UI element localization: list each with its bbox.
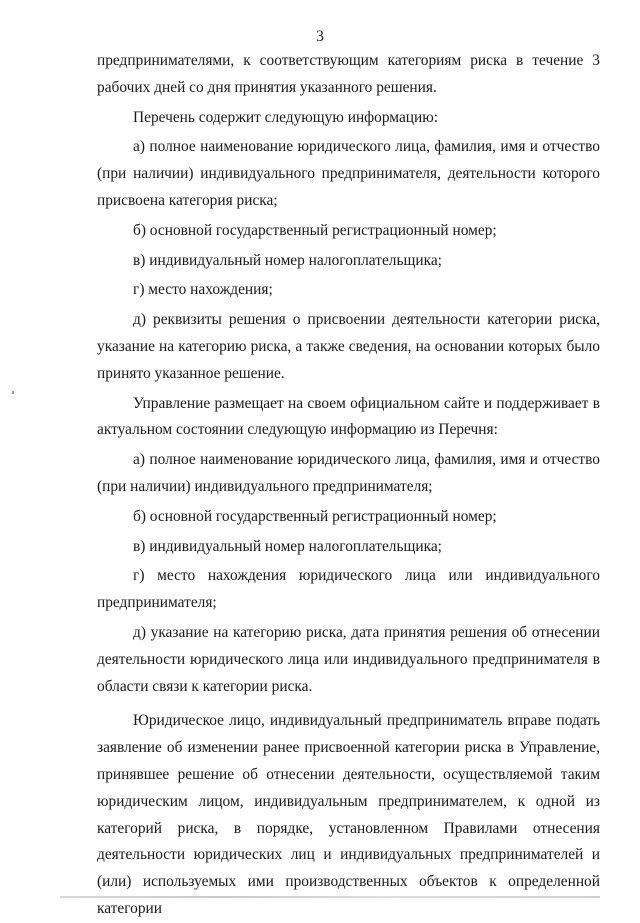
page-bottom-edge <box>60 896 600 898</box>
publication-item-d: г) место нахождения юридического лица или индивидуального предпринимателя; <box>97 567 600 612</box>
paragraph-publication: Управление размещает на своем официальном сайте и поддерживает в актуальном состоянии следующую информацию из Перечня: <box>97 394 600 439</box>
document-body <box>97 48 600 923</box>
publication-item-e: д) указание на категорию риска, дата принятия решения об отнесении деятельности юридического лица или индивидуального предпринимателя в области связи к категории риска. <box>97 623 600 695</box>
list-item-e: д) реквизиты решения о присвоении деятельности категории риска, указание на категорию риска, а также сведения, на основании которых было принято указанное решение. <box>97 311 600 382</box>
page-number: 3 <box>316 28 324 45</box>
list-item-c: в) индивидуальный номер налогоплательщика; <box>133 251 442 269</box>
paragraph-change-request: Юридическое лицо, индивидуальный предприниматель вправе подать заявление об изменении ранее присвоенной категории риска в Управление, принявшее решение об отнесении деятельности, осуществляемой таким юридическим лицом, индивидуальным предпринимателем, к одной из категорий риска, в порядке, установленном Правилами отнесения деятельности юридических лиц и индивидуальных предпринимателей и (или) используемых ими производственных объектов к определенной категории <box>97 712 600 917</box>
list-item-a: а) полное наименование юридического лица, фамилия, имя и отчество (при наличии) индивидуального предпринимателя, деятельности которого присвоена категория риска; <box>97 138 600 209</box>
publication-item-c: в) индивидуальный номер налогоплательщика; <box>133 537 442 555</box>
paragraph-list-intro: Перечень содержит следующую информацию: <box>133 108 439 126</box>
publication-item-a: а) полное наименование юридического лица, фамилия, имя и отчество (при наличии) индивидуального предпринимателя; <box>97 451 600 495</box>
paragraph-continuation: предпринимателями, к соответствующим категориям риска в течение 3 рабочих дней со дня принятия указанного решения. <box>97 52 600 96</box>
scan-margin-mark <box>12 391 14 394</box>
publication-item-b: б) основной государственный регистрационный номер; <box>133 507 497 525</box>
list-item-d: г) место нахождения; <box>133 281 273 299</box>
list-item-b: б) основной государственный регистрационный номер; <box>133 221 497 239</box>
